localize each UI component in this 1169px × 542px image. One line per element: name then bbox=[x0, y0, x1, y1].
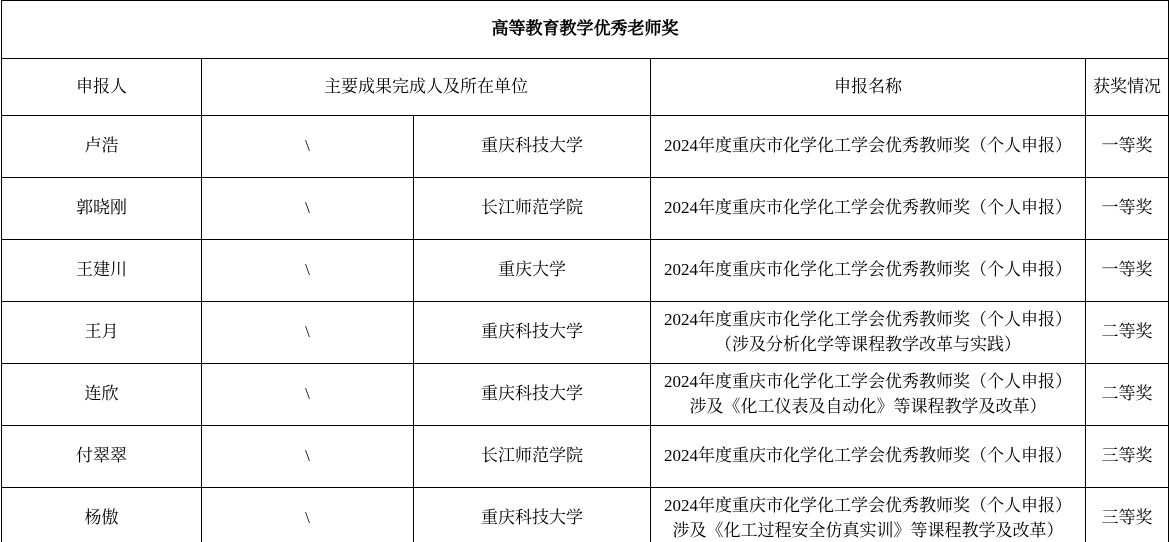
table-row bbox=[2, 240, 1169, 302]
table-row bbox=[2, 426, 1169, 488]
cell-member: \ bbox=[202, 364, 414, 426]
cell-award: 二等奖 bbox=[1086, 302, 1169, 364]
cell-applicant: 付翠翠 bbox=[2, 426, 202, 488]
column-header-award: 获奖情况 bbox=[1086, 59, 1169, 116]
table-title-row bbox=[2, 1, 1169, 59]
cell-award: 一等奖 bbox=[1086, 116, 1169, 178]
cell-applicant: 杨傲 bbox=[2, 488, 202, 542]
cell-application-name bbox=[651, 488, 1086, 542]
application-name-line-1: 2024年度重庆市化学化工学会优秀教师奖（个人申报） bbox=[664, 496, 1072, 516]
application-name-line-2: 涉及《化工仪表及自动化》等课程教学及改革） bbox=[689, 396, 1047, 416]
column-header-application-name: 申报名称 bbox=[651, 59, 1086, 116]
cell-unit: 长江师范学院 bbox=[414, 426, 651, 488]
table-header-row bbox=[2, 59, 1169, 116]
cell-award: 二等奖 bbox=[1086, 364, 1169, 426]
cell-applicant: 王建川 bbox=[2, 240, 202, 302]
cell-member: \ bbox=[202, 426, 414, 488]
application-name-line-1: 2024年度重庆市化学化工学会优秀教师奖（个人申报） bbox=[664, 260, 1072, 280]
cell-applicant: 王月 bbox=[2, 302, 202, 364]
award-table bbox=[1, 0, 1169, 542]
cell-applicant: 郭晓刚 bbox=[2, 178, 202, 240]
table-row bbox=[2, 364, 1169, 426]
cell-unit: 重庆科技大学 bbox=[414, 364, 651, 426]
column-header-members-unit: 主要成果完成人及所在单位 bbox=[202, 59, 651, 116]
column-header-applicant: 申报人 bbox=[2, 59, 202, 116]
cell-member: \ bbox=[202, 302, 414, 364]
cell-unit: 重庆大学 bbox=[414, 240, 651, 302]
application-name-line-1: 2024年度重庆市化学化工学会优秀教师奖（个人申报） bbox=[664, 136, 1072, 156]
cell-award: 三等奖 bbox=[1086, 488, 1169, 542]
table-row bbox=[2, 116, 1169, 178]
cell-member: \ bbox=[202, 240, 414, 302]
cell-applicant: 连欣 bbox=[2, 364, 202, 426]
page-title: 高等教育教学优秀老师奖 bbox=[2, 1, 1169, 59]
cell-application-name bbox=[651, 178, 1086, 240]
cell-applicant: 卢浩 bbox=[2, 116, 202, 178]
cell-application-name bbox=[651, 426, 1086, 488]
cell-application-name bbox=[651, 364, 1086, 426]
application-name-line-2: （涉及分析化学等课程教学改革与实践） bbox=[715, 334, 1021, 354]
cell-application-name bbox=[651, 302, 1086, 364]
cell-unit: 重庆科技大学 bbox=[414, 116, 651, 178]
cell-award: 三等奖 bbox=[1086, 426, 1169, 488]
cell-application-name bbox=[651, 116, 1086, 178]
cell-award: 一等奖 bbox=[1086, 178, 1169, 240]
cell-member: \ bbox=[202, 488, 414, 542]
cell-member: \ bbox=[202, 178, 414, 240]
cell-application-name bbox=[651, 240, 1086, 302]
table-row bbox=[2, 302, 1169, 364]
cell-unit: 长江师范学院 bbox=[414, 178, 651, 240]
application-name-line-1: 2024年度重庆市化学化工学会优秀教师奖（个人申报） bbox=[664, 372, 1072, 392]
application-name-line-1: 2024年度重庆市化学化工学会优秀教师奖（个人申报） bbox=[664, 198, 1072, 218]
cell-unit: 重庆科技大学 bbox=[414, 488, 651, 542]
cell-member: \ bbox=[202, 116, 414, 178]
application-name-line-1: 2024年度重庆市化学化工学会优秀教师奖（个人申报） bbox=[664, 446, 1072, 466]
cell-unit: 重庆科技大学 bbox=[414, 302, 651, 364]
table-row bbox=[2, 178, 1169, 240]
application-name-line-2: 涉及《化工过程安全仿真实训》等课程教学及改革） bbox=[672, 520, 1064, 540]
application-name-line-1: 2024年度重庆市化学化工学会优秀教师奖（个人申报） bbox=[664, 310, 1072, 330]
cell-award: 一等奖 bbox=[1086, 240, 1169, 302]
table-row bbox=[2, 488, 1169, 542]
